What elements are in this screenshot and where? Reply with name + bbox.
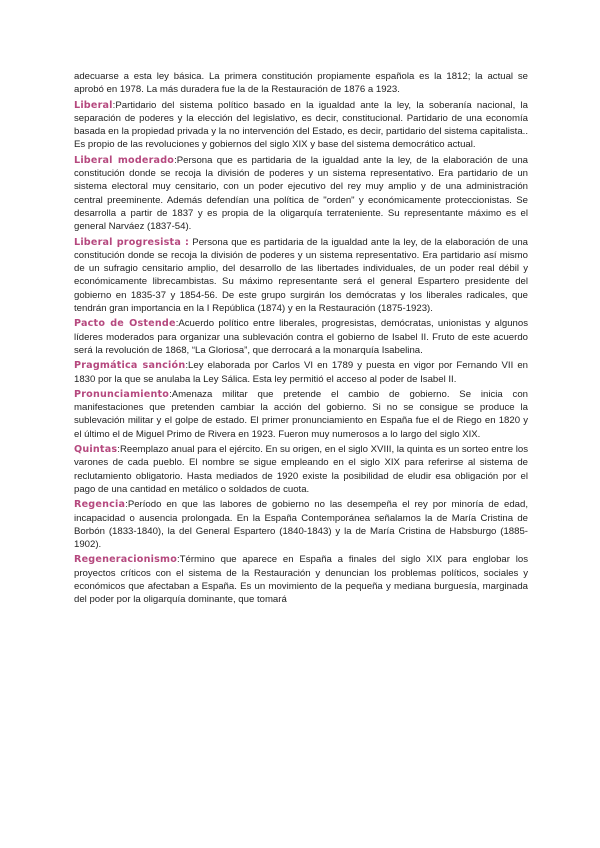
definition-quintas: :Reemplazo anual para el ejército. En su origen, en el siglo XVIII, la quinta es un sorteo entre los varones de cada pueblo. El nombre se sigue empleando en el siglo XIX para referirse al sistema de reclutamiento obligatorio. Hasta mediados de 1920 existe la posibilidad de eludir esa obligación por el pago de una cantidad en metálico o soldados de cuota. xyxy=(74,444,528,495)
definition-pragmatica-sancion: :Ley elaborada por Carlos VI en 1789 y puesta en vigor por Fernando VII en 1830 por la que se anulaba la Ley Sálica. Esta ley permitió el acceso al poder de Isabel II. xyxy=(74,360,528,385)
definition-regeneracionismo: :Término que aparece en España a finales del siglo XIX para englobar los proyectos críticos con el sistema de la Restauración y denuncian los problemas políticos, sociales y económicos que afectaban a España. Es un movimiento de la pequeña y mediana burguesía, marginada del poder por la oligarquía dominante, que tomará xyxy=(74,554,528,606)
definition-pronunciamiento: :Amenaza militar que pretende el cambio de gobierno. Se inicia con manifestaciones que pretenden cambiar la acción del gobierno. Si no se consigue se produce la sublevación militar y el golpe de estado. El primer pronunciamiento en España fue el de Riego en 1820 y el último el de Miguel Primo de Rivera en 1923. Fueron muy numerosos a lo largo del siglo XIX. xyxy=(74,388,528,440)
entry-liberal-moderado xyxy=(74,154,528,234)
definition-liberal-moderado: :Persona que es partidaria de la igualdad ante la ley, de la elaboración de una constitución donde se recoja la división de poderes y un sistema representativo. Era partidario de un sistema electoral muy censitario, con un poder ejecutivo del rey muy amplio y de una administración central preeminente. Además defendían una política de "orden" y económicamente proteccionistas. Se desarrolla a partir de 1837 y es propia de la oligarquía terrateniente. Su representante máximo es el general Narváez (1837-54). xyxy=(74,154,528,233)
entry-pronunciamiento xyxy=(74,388,528,441)
term-liberal-moderado: Liberal moderado xyxy=(74,154,175,166)
entry-regeneracionismo xyxy=(74,553,528,606)
term-pragmatica-sancion: Pragmática sanción xyxy=(74,360,186,372)
term-liberal-progresista: Liberal progresista : xyxy=(74,236,190,248)
document-page xyxy=(74,70,528,609)
entry-regencia xyxy=(74,498,528,551)
term-liberal: Liberal xyxy=(74,99,113,111)
definition-liberal-progresista: Persona que es partidaria de la igualdad ante la ley, de la elaboración de una constitución donde se recoja la división de poderes y un sistema representativo. Era partidario así mismo de un sufragio censitario amplio, del desarrollo de las libertades individuales, de un poder real débil y económicamente librecambistas. Su máximo representante será el general Espartero presidente del gobierno en 1835-37 y 1854-56. De este grupo surgirán los demócratas y los liberales radicales, que tendrán gran importancia en la I República (1874) y en la Restauración (1875-1923). xyxy=(74,236,528,315)
intro-paragraph: adecuarse a esta ley básica. La primera constitución propiamente española es la 1812; la actual se aprobó en 1978. La más duradera fue la de la Restauración de 1876 a 1923. xyxy=(74,71,528,96)
entry-pacto-de-ostende xyxy=(74,317,528,357)
term-pacto-de-ostende: Pacto de Ostende xyxy=(74,318,176,330)
entry-pragmatica-sancion xyxy=(74,359,528,386)
term-quintas: Quintas xyxy=(74,444,118,456)
term-regeneracionismo: Regeneracionismo xyxy=(74,554,177,566)
entry-liberal-progresista xyxy=(74,236,528,316)
definition-pacto-de-ostende: :Acuerdo político entre liberales, progresistas, demócratas, unionistas y algunos líderes moderados para organizar una sublevación contra el gobierno de Isabel II. Fruto de este acuerdo será la revolución de 1868, “La Gloriosa”, que derrocará a la monarquía Isabelina. xyxy=(74,318,528,356)
definition-regencia: :Período en que las labores de gobierno no las desempeña el rey por minoría de edad, incapacidad o ausencia prolongada. En la España Contemporánea señalamos la de María Cristina de Borbón (1833-1840), la del General Espartero (1840-1843) y la de María Cristina de Habsburgo (1885-1902). xyxy=(74,499,528,551)
term-pronunciamiento: Pronunciamiento xyxy=(74,388,170,400)
entry-liberal xyxy=(74,99,528,152)
term-regencia: Regencia xyxy=(74,499,126,511)
definition-liberal: :Partidario del sistema político basado en la igualdad ante la ley, la soberanía nacional, la separación de poderes y la elección del legislativo, es decir, constitucional. Partidario de una economía basada en la propiedad privada y la no intervención del Estado, es decir, partidario del sistema capitalista.. Es propio de las revoluciones y gobiernos del siglo XIX y base del sistema democrático actual. xyxy=(74,99,528,151)
entry-quintas xyxy=(74,443,528,496)
